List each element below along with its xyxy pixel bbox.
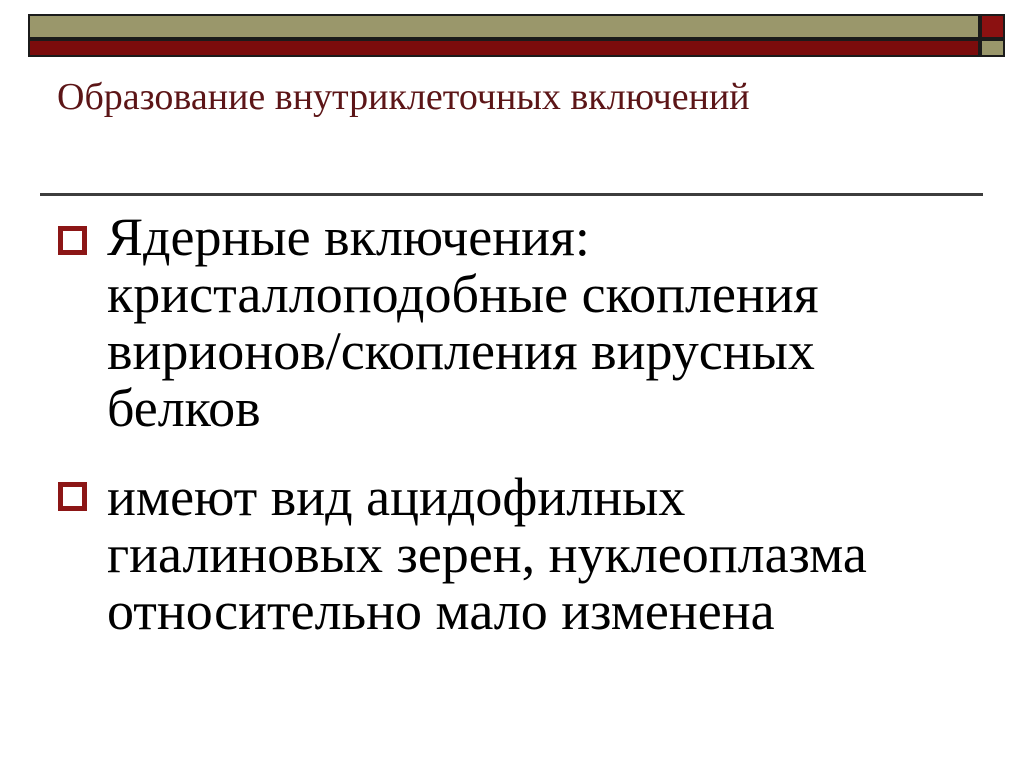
bullet-square-icon [58,482,87,511]
bullet-item [107,209,987,437]
bullet-text-line: имеют вид ацидофилных [107,467,686,527]
bullet-text-line: белков [107,378,261,438]
header-bar-olive [28,14,980,39]
bullet-text-line: Ядерные включения: [107,207,590,267]
header-bar-red [28,39,980,57]
bullet-item [107,469,987,640]
slide-title: Образование внутриклеточных включений [57,76,750,118]
title-separator-rule [40,193,983,196]
header-accent-square-olive [980,39,1005,57]
header-accent-square-red [980,14,1005,39]
bullet-text-line: относительно мало изменена [107,581,775,641]
bullet-text-line: гиалиновых зерен, нуклеоплазма [107,524,867,584]
bullet-square-icon [58,226,87,255]
bullet-text-line: вирионов/скопления вирусных [107,321,815,381]
bullet-text-line: кристаллоподобные скопления [107,264,819,324]
